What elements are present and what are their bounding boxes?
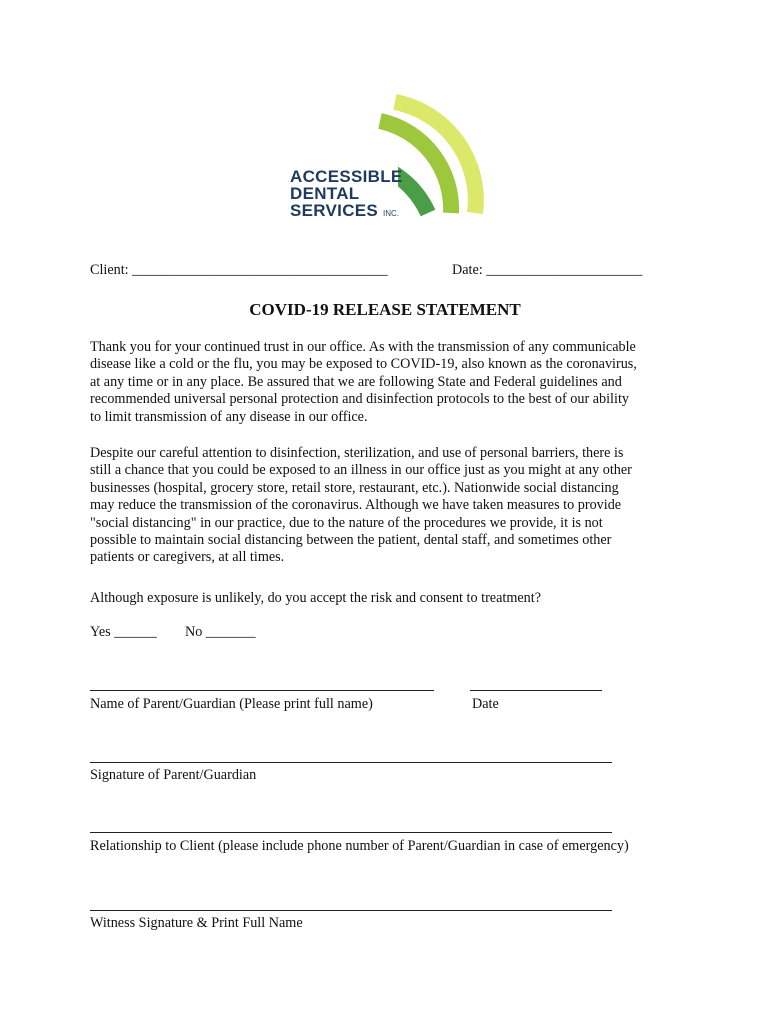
consent-question: Although exposure is unlikely, do you accept the risk and consent to treatment? — [90, 590, 541, 606]
client-blank[interactable]: ____________________________________ — [132, 262, 388, 278]
client-label: Client: — [90, 262, 129, 278]
relationship-line[interactable] — [90, 832, 612, 833]
witness-label: Witness Signature & Print Full Name — [90, 915, 303, 931]
yes-answer-field[interactable]: Yes ______ — [90, 624, 157, 640]
signature-label: Signature of Parent/Guardian — [90, 767, 257, 783]
name-label: Name of Parent/Guardian (Please print full name) — [90, 696, 373, 712]
witness-line[interactable] — [90, 910, 612, 911]
date-signature-line[interactable] — [470, 690, 602, 691]
date-label: Date: — [452, 262, 483, 278]
paragraph-line: Despite our careful attention to disinfection, sterilization, and use of personal barriers, there is — [90, 445, 624, 461]
logo-text-accessible: ACCESSIBLE — [290, 167, 403, 186]
paragraph-line: recommended universal personal protection and disinfection protocols to the best of our ability — [90, 391, 629, 408]
client-field[interactable] — [90, 261, 388, 279]
paragraph-line: still a chance that you could be exposed to an illness in our office just as you might at any other — [90, 462, 632, 479]
paragraph-precautions — [90, 445, 690, 567]
date-field[interactable] — [452, 261, 642, 279]
paragraph-line: at any time or in any place. Be assured that we are following State and Federal guidelines and — [90, 373, 622, 390]
paragraph-intro — [90, 339, 690, 426]
relationship-label: Relationship to Client (please include phone number of Parent/Guardian in case of emergency) — [90, 838, 629, 854]
logo-text-dental: DENTAL — [290, 184, 360, 203]
paragraph-line: Thank you for your continued trust in our office. As with the transmission of any communicable — [90, 339, 636, 355]
guardian-signature-line[interactable] — [90, 762, 612, 763]
logo-text-services: SERVICES — [290, 201, 379, 220]
paragraph-line: businesses (hospital, grocery store, retail store, restaurant, etc.). Nationwide social distancing — [90, 479, 619, 496]
paragraph-line: "social distancing" in our practice, due to the nature of the procedures we provide, it is not — [90, 514, 603, 531]
document-title: COVID-19 RELEASE STATEMENT — [249, 300, 521, 319]
paragraph-line: may reduce the transmission of the coronavirus. Although we have taken measures to provide — [90, 497, 622, 514]
paragraph-line: possible to maintain social distancing between the patient, dental staff, and sometimes other — [90, 532, 612, 549]
signature-date-label: Date — [472, 696, 499, 712]
paragraph-line: to limit transmission of any disease in our office. — [90, 408, 368, 425]
no-answer-field[interactable]: No _______ — [185, 624, 256, 640]
paragraph-line: patients or caregivers, at all times. — [90, 549, 285, 566]
logo-text-inc: INC. — [383, 209, 399, 218]
date-blank[interactable]: ______________________ — [486, 262, 643, 278]
name-signature-line[interactable] — [90, 690, 434, 691]
paragraph-line: disease like a cold or the flu, you may be exposed to COVID-19, also known as the coronavirus, — [90, 356, 637, 373]
